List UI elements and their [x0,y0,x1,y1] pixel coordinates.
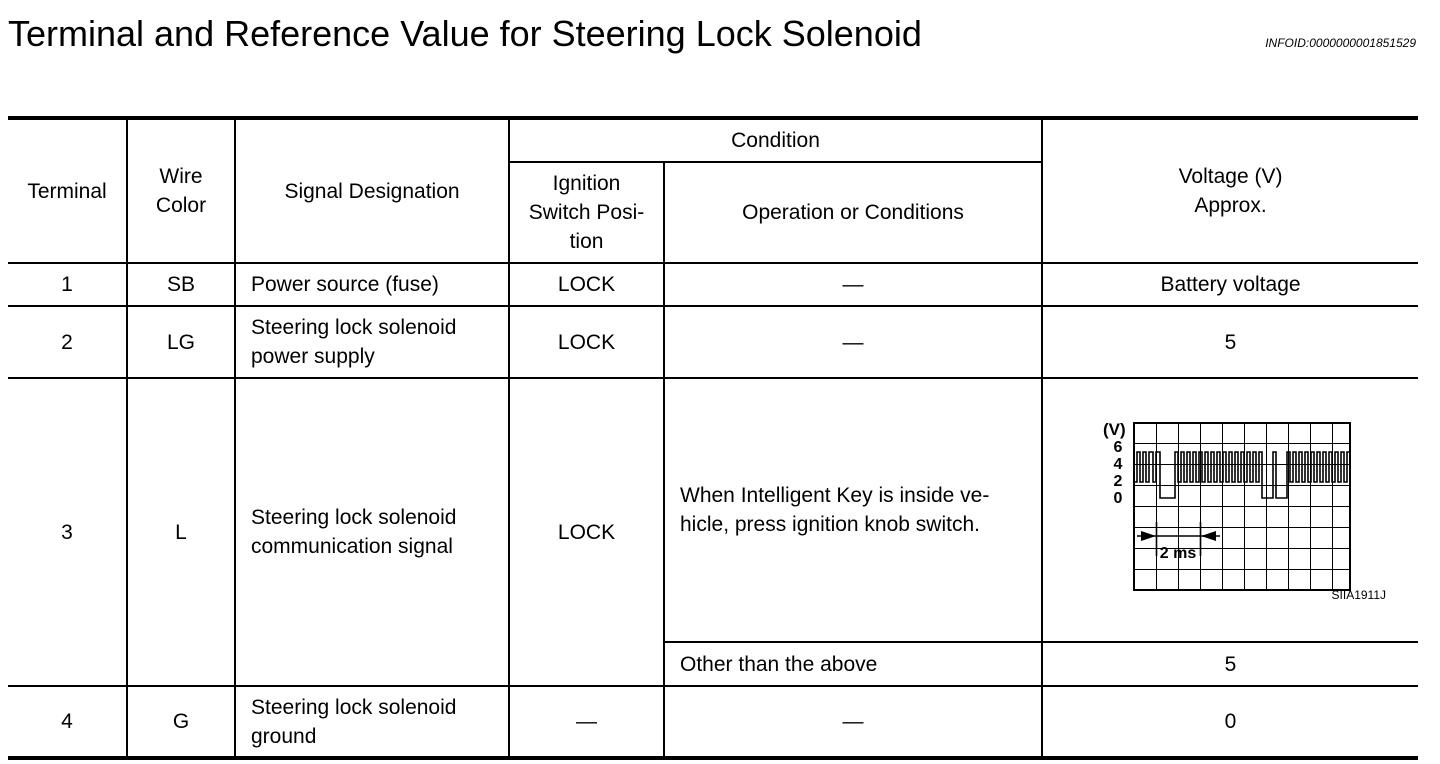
cell-wire-color: G [127,686,235,758]
table-row [8,686,1418,758]
cell-operation: — [664,306,1042,378]
cell-terminal: 2 [8,306,127,378]
cell-terminal: 3 [8,378,127,686]
cell-signal: Power source (fuse) [235,263,509,306]
waveform-y-tick: 6 [1113,439,1122,456]
cell-wire-color: L [127,378,235,686]
waveform-y-tick: 0 [1113,490,1122,507]
cell-operation: — [664,263,1042,306]
cell-terminal: 1 [8,263,127,306]
cell-signal: Steering lock solenoid ground [235,686,509,758]
waveform-y-unit: (V) [1102,420,1126,439]
header-operation-or-conditions: Operation or Conditions [664,162,1042,263]
header-ignition-switch-position: Ignition Switch Posi- tion [509,162,664,263]
cell-ignition: LOCK [509,263,664,306]
cell-operation: When Intelligent Key is inside ve- hicle, press ignition knob switch. [664,378,1042,642]
cell-terminal: 4 [8,686,127,758]
cell-voltage: 5 [1042,642,1418,686]
waveform-y-tick: 4 [1113,456,1122,473]
cell-ignition: — [509,686,664,758]
cell-signal: Steering lock solenoid power supply [235,306,509,378]
table-row [8,263,1418,306]
waveform-trace [1134,452,1350,498]
waveform-grid [1134,423,1350,590]
cell-wire-color: SB [127,263,235,306]
cell-ignition: LOCK [509,306,664,378]
cell-voltage: 0 [1042,686,1418,758]
cell-operation: Other than the above [664,642,1042,686]
oscilloscope-waveform [1061,390,1401,630]
page-title: Terminal and Reference Value for Steering Lock Solenoid [8,13,922,54]
header-signal-designation: Signal Designation [235,118,509,263]
cell-ignition: LOCK [509,378,664,686]
cell-operation: — [664,686,1042,758]
cell-wire-color: LG [127,306,235,378]
header-wire-color: Wire Color [127,118,235,263]
table-row [8,378,1418,642]
header-terminal: Terminal [8,118,127,263]
header-voltage: Voltage (V) Approx. [1042,118,1418,263]
header-condition: Condition [509,118,1042,162]
waveform-y-tick: 2 [1113,473,1122,490]
table-row [8,306,1418,378]
cell-signal: Steering lock solenoid communication signal [235,378,509,686]
figure-code: SIIA1911J [1331,588,1386,602]
reference-value-table [8,116,1418,760]
cell-voltage-waveform [1042,378,1418,642]
cell-voltage: Battery voltage [1042,263,1418,306]
time-scale-label: 2 ms [1159,545,1196,562]
info-id: INFOID:0000000001851529 [1265,36,1416,50]
cell-voltage: 5 [1042,306,1418,378]
